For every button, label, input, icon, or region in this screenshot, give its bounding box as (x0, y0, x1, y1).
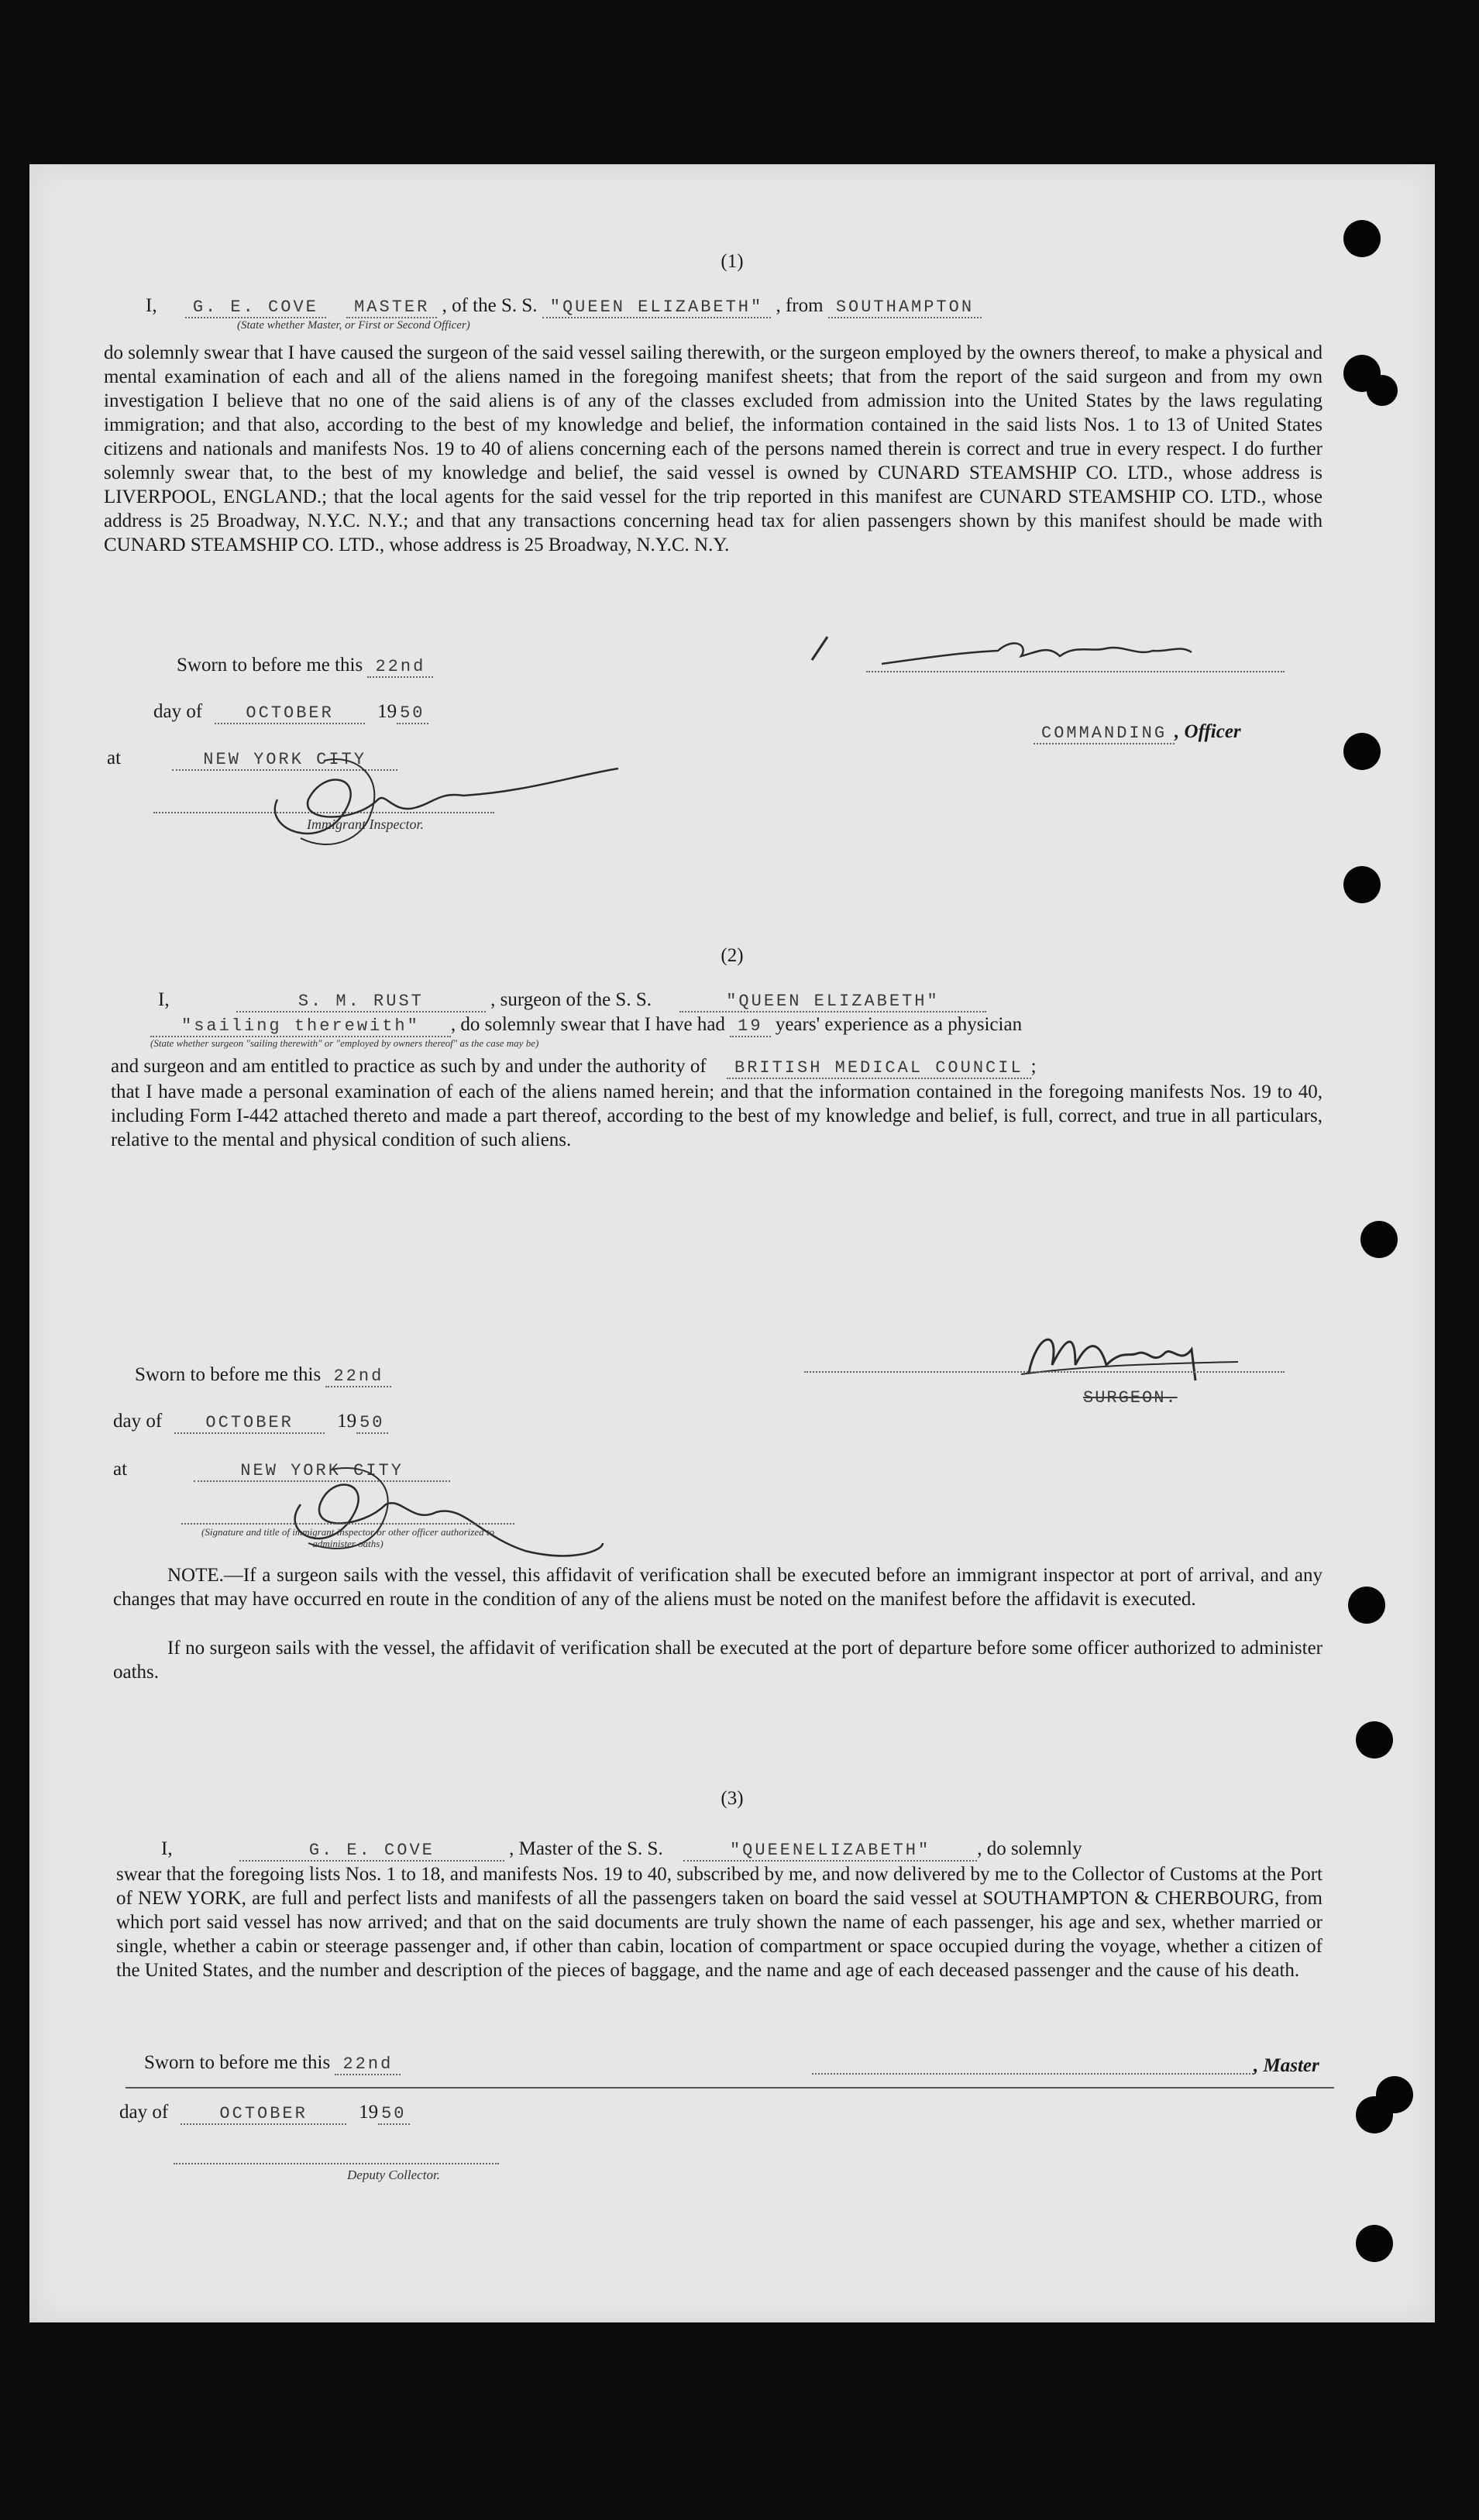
section-2-header-line (158, 988, 986, 1013)
section-2-sworn-line (135, 1363, 391, 1388)
sworn-label: Sworn to before me this (144, 2052, 331, 2073)
collector-caption: Deputy Collector. (347, 2168, 440, 2182)
month: OCTOBER (215, 703, 364, 724)
master-signature-line (866, 671, 1285, 672)
surgeon-of-label: , surgeon of the S. S. (490, 989, 652, 1010)
manifest-page (29, 164, 1435, 2322)
section-2-experience-line (150, 1013, 1022, 1038)
section-1-header-line (146, 294, 982, 319)
note-text: NOTE.—If a surgeon sails with the vessel, this affidavit of verification shall be executed before an immigrant inspector at port of arrival, and any changes that may have occurred en route in the condition of any of the aliens must be noted on the manifest before the affidavit is executed. (113, 1565, 1323, 1610)
section-3-day-line (119, 2101, 410, 2126)
at-label: at (113, 1459, 128, 1480)
solemnly-label: , do solemnly (977, 1838, 1082, 1859)
day-of-label: day of (153, 701, 203, 722)
lead-i: I, (158, 989, 170, 1010)
officer-rank: MASTER (346, 297, 437, 318)
section-1-sworn-line (177, 654, 433, 679)
sworn-label: Sworn to before me this (177, 655, 363, 676)
semicolon: ; (1030, 1056, 1037, 1077)
authority: BRITISH MEDICAL COUNCIL (727, 1058, 1031, 1079)
section-3-header-line (161, 1838, 1082, 1862)
year-suffix: 50 (378, 2104, 409, 2125)
note-text-2: If no surgeon sails with the vessel, the affidavit of verification shall be executed at the port of departure before some officer authorized to administer oaths. (113, 1638, 1323, 1683)
sworn-label: Sworn to before me this (135, 1364, 322, 1385)
year-prefix: 19 (359, 2102, 379, 2123)
section-2-body-text: that I have made a personal examination of each of the aliens named herein; and that the information contained in the foregoing manifests Nos. 19 to 40, including Form I-442 attached thereto and made a part thereof, according to the best of my knowledge and belief, is full, correct, and true in all particulars, relative to the mental and physical condition of such aliens. (111, 1081, 1323, 1150)
month: OCTOBER (181, 2104, 346, 2125)
page-bottom-rule-visible (126, 2087, 1334, 2089)
authority-line (111, 1055, 1037, 1080)
signature-caption: (Signature and title of immigrant inspector or other officer authorized to administer oaths) (201, 1526, 494, 1549)
section-1-day-line (153, 700, 428, 725)
binder-hole (1356, 1721, 1393, 1758)
state-caption: (State whether surgeon "sailing therewith" or "employed by owners thereof" as the case may be) (150, 1037, 539, 1049)
section-3-body-text: swear that the foregoing lists Nos. 1 to 18, and manifests Nos. 19 to 40, subscribed by me, and now delivered by me to the Collector of Customs at the Port of NEW YORK, are full and perfect lists and manifests of all the passengers taken on board the said vessel at SOUTHAMPTON & CHERBOURG, from which port said vessel has now arrived; and that on the said documents are truly shown the name of each passenger, his age and sex, whether married or single, whether a cabin or steerage passenger and, if other than cabin, location of compartment or space occupied during the voyage, whether a citizen of the United States, and the number and description of the pieces of baggage, and the name and age of each deceased passenger and the cause of his death. (116, 1864, 1323, 1981)
section-2-number: (2) (721, 945, 744, 966)
from-port: SOUTHAMPTON (828, 297, 982, 318)
master-label: , Master (1254, 2055, 1319, 2076)
surgeon-signature-line (804, 1371, 1285, 1373)
sworn-day: 22nd (325, 1367, 391, 1387)
section-2-day-line (113, 1410, 388, 1435)
swear-text: , do solemnly swear that I have had (450, 1014, 725, 1035)
authority-text: and surgeon and am entitled to practice as such by and under the authority of (111, 1056, 707, 1077)
from-label: , from (776, 295, 824, 316)
commanding: COMMANDING (1034, 724, 1175, 744)
inspector-signature-line (181, 1523, 514, 1525)
master-name: G. E. COVE (239, 1841, 504, 1862)
years-text: years' experience as a physician (775, 1014, 1023, 1035)
section-1-oath-text: do solemnly swear that I have caused the surgeon of the said vessel sailing therewith, or the surgeon employed by the owners thereof, to make a physical and mental examination of each and all of the aliens named in the foregoing manifest sheets; that from the report of the said surgeon and from my own investigation I believe that no one of the said aliens is of any of the classes excluded from admission into the United States by the laws regulating immigration; and that also, according to the best of my knowledge and belief, the information contained in the said lists Nos. 1 to 13 of United States citizens and nationals and manifests Nos. 19 to 40 of aliens concerning each of the persons named therein is correct and true in every respect. I do further solemnly swear that, to the best of my knowledge and belief, the said vessel is owned by CUNARD STEAMSHIP CO. LTD., whose address is LIVERPOOL, ENGLAND.; that the local agents for the said vessel for the trip reported in this manifest are CUNARD STEAMSHIP CO. LTD., whose address is 25 Broadway, N.Y.C. N.Y.; and that any transactions concerning head tax for alien passengers shown by this manifest should be made with CUNARD STEAMSHIP CO. LTD., whose address is 25 Broadway, N.Y.C. N.Y. (104, 342, 1323, 555)
master-signature-line (812, 2073, 1254, 2075)
binder-hole (1367, 375, 1398, 406)
section-1-number: (1) (721, 251, 744, 272)
vessel-name: "QUEEN ELIZABETH" (542, 297, 771, 318)
years: 19 (730, 1016, 770, 1037)
section-3-number: (3) (721, 1788, 744, 1809)
surgeon-title: SURGEON. (1083, 1388, 1178, 1408)
inspector-signature (231, 745, 634, 869)
binder-hole (1343, 733, 1381, 770)
year-prefix: 19 (377, 701, 397, 722)
binder-hole (1356, 2096, 1393, 2133)
sailing-therewith: "sailing therewith" (150, 1016, 451, 1037)
binder-hole (1343, 866, 1381, 903)
year-suffix: 50 (397, 703, 428, 724)
year-suffix: 50 (356, 1413, 387, 1434)
rank-caption: (State whether Master, or First or Second Officer) (237, 319, 470, 332)
sworn-day: 22nd (335, 2054, 401, 2075)
binder-hole (1360, 1221, 1398, 1258)
surgeon-signature (1013, 1318, 1246, 1388)
officer-label: , Officer (1175, 721, 1241, 742)
inspector-caption: Immigrant Inspector. (307, 817, 424, 832)
section-3-sworn-line (144, 2051, 401, 2076)
place: NEW YORK CITY (172, 750, 397, 771)
year-prefix: 19 (337, 1411, 357, 1432)
vessel-name: "QUEENELIZABETH" (683, 1841, 977, 1862)
sworn-day: 22nd (367, 657, 433, 678)
vessel-name: "QUEEN ELIZABETH" (679, 992, 985, 1012)
inspector-signature (246, 1458, 618, 1566)
lead-i: I, (161, 1838, 173, 1859)
month: OCTOBER (174, 1413, 324, 1434)
day-of-label: day of (119, 2102, 169, 2123)
binder-hole (1348, 1587, 1385, 1624)
binder-hole (1356, 2225, 1393, 2262)
at-label: at (107, 748, 122, 768)
collector-signature-line (174, 2163, 499, 2164)
commanding-officer-line (1034, 720, 1241, 745)
surgeon-name: S. M. RUST (236, 992, 486, 1012)
place: NEW YORK CITY (194, 1461, 450, 1482)
master-of-label: , Master of the S. S. (509, 1838, 663, 1859)
officer-name: G. E. COVE (185, 297, 326, 318)
master-signature (781, 621, 1277, 683)
lead-i: I, (146, 295, 157, 316)
day-of-label: day of (113, 1411, 163, 1432)
of-the-ss-label: , of the S. S. (442, 295, 538, 316)
